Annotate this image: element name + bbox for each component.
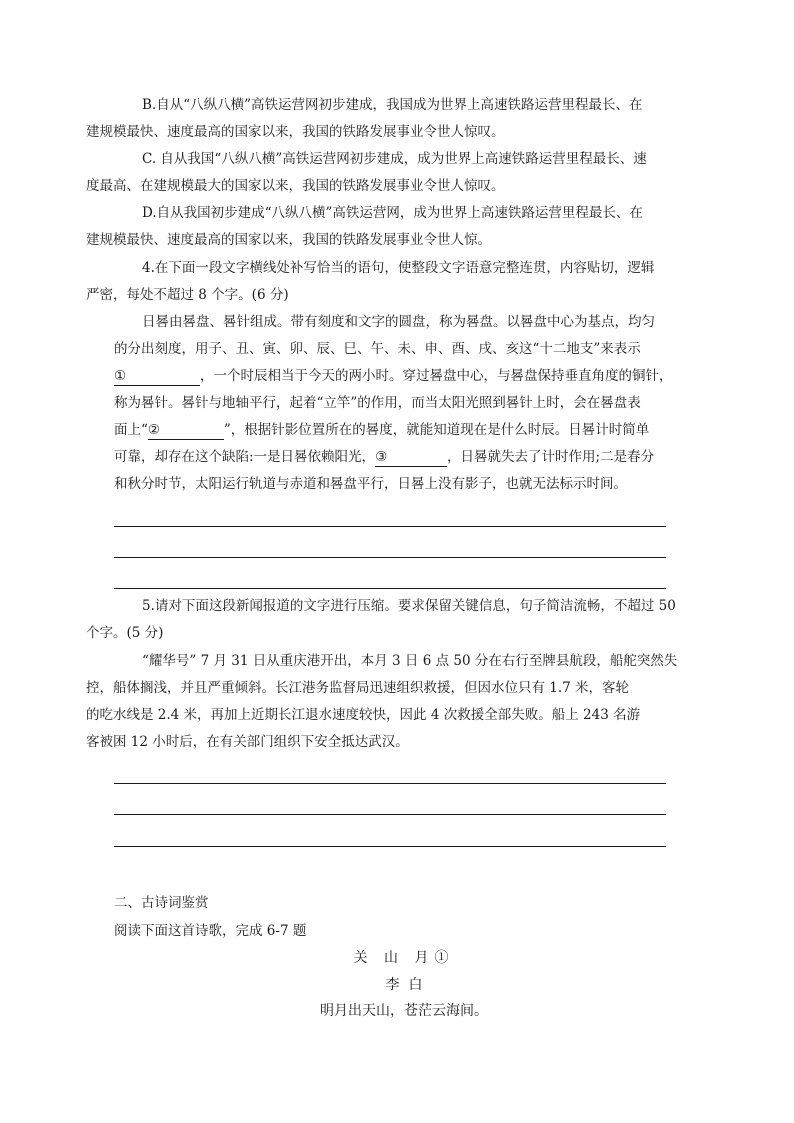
passage-line-4: 称为晷针。晷针与地轴平行，起着“立竿”的作用，而当太阳光照到晷针上时，会在晷盘表 bbox=[114, 395, 641, 411]
answer-line-2[interactable] bbox=[114, 557, 666, 558]
passage-line-1: 日晷由晷盘、晷针组成。带有刻度和文字的圆盘，称为晷盘。以晷盘中心为基点，均匀 bbox=[142, 314, 655, 330]
passage-line-3 bbox=[114, 363, 673, 390]
question-4-prompt-line-1: 4.在下面一段文字横线处补写恰当的语句，使整段文字语意完整连贯，内容贴切，逻辑 bbox=[142, 260, 655, 276]
passage-line-3-text: ，一个时辰相当于今天的两小时。穿过晷盘中心，与晷盘保持垂直角度的铜针， bbox=[200, 368, 673, 384]
passage-line-5-text: ”，根据针影位置所在的晷度，就能知道现在是什么时辰。日晷计时简单 bbox=[223, 422, 650, 438]
answer-line-4[interactable] bbox=[114, 783, 666, 784]
answer-blank-1[interactable] bbox=[114, 367, 200, 386]
option-c-line-1: C. 自从我国“八纵八横”高铁运营网初步建成，成为世界上高速铁路运营里程最长、速 bbox=[142, 151, 647, 167]
passage-line-5-lead: 面上“ bbox=[114, 422, 148, 438]
passage-line-6 bbox=[114, 444, 670, 471]
passage-line-7: 和秋分时节，太阳运行轨道与赤道和晷盘平行，日晷上没有影子，也就无法标示时间。 bbox=[114, 476, 627, 492]
option-d-line-2: 建规模最快、速度最高的国家以来，我国的铁路发展事业令世人惊。 bbox=[86, 232, 491, 248]
section-2-instruction: 阅读下面这首诗歌，完成 6-7 题 bbox=[114, 923, 307, 939]
section-2-heading: 二、古诗词鉴赏 bbox=[114, 895, 209, 911]
question-4-prompt-line-2: 严密，每处不超过 8 个字。(6 分) bbox=[86, 287, 289, 303]
passage-line-6-lead: 可靠，却存在这个缺陷:一是日晷依赖阳光， bbox=[114, 449, 376, 465]
blank-1-number: ① bbox=[114, 368, 127, 384]
option-b-line-2: 建规模最快、速度最高的国家以来，我国的铁路发展事业令世人惊叹。 bbox=[86, 124, 505, 140]
passage-line-2: 的分出刻度，用子、丑、寅、卯、辰、巳、午、未、申、酉、戌、亥这“十二地支”来表示 bbox=[114, 341, 641, 357]
passage-line-6-text: ，日晷就失去了计时作用;二是春分 bbox=[447, 449, 655, 465]
option-b-line-1: B.自从“八纵八横”高铁运营网初步建成，我国成为世界上高速铁路运营里程最长、在 bbox=[142, 97, 643, 113]
q5-passage-line-3: 的吃水线是 2.4 米，再加上近期长江退水速度较快，因此 4 次救援全部失败。船上 243 名游 bbox=[86, 707, 641, 723]
passage-line-5 bbox=[114, 417, 670, 444]
answer-line-3[interactable] bbox=[114, 588, 666, 589]
q5-passage-line-1: “耀华号” 7 月 31 日从重庆港开出，本月 3 日 6 点 50 分在右行至牌县航段，船舵突然失 bbox=[142, 653, 678, 669]
question-4-passage bbox=[114, 309, 673, 498]
option-b bbox=[86, 92, 670, 146]
blank-2-number: ② bbox=[147, 422, 161, 438]
answer-line-6[interactable] bbox=[114, 846, 666, 847]
question-5-prompt-line-2: 个字。(5 分) bbox=[86, 625, 164, 641]
question-5-prompt-line-1: 5.请对下面这段新闻报道的文字进行压缩。要求保留关键信息，句子简洁流畅，不超过 50 bbox=[142, 598, 676, 614]
option-d bbox=[86, 200, 670, 254]
answer-line-5[interactable] bbox=[114, 814, 666, 815]
option-c-line-2: 度最高、在建规模最大的国家以来，我国的铁路发展事业令世人惊叹。 bbox=[86, 178, 505, 194]
answer-blank-2[interactable] bbox=[148, 421, 224, 440]
poem-author: 李 白 bbox=[385, 977, 423, 993]
question-5-prompt bbox=[86, 593, 676, 647]
answer-blank-3[interactable] bbox=[375, 448, 447, 467]
q5-passage-line-4: 客被困 12 小时后，在有关部门组织下安全抵达武汉。 bbox=[86, 734, 409, 750]
poem-line-1: 明月出天山，苍茫云海间。 bbox=[320, 1003, 488, 1019]
question-5-passage bbox=[86, 648, 678, 756]
q5-passage-line-2: 控，船体搁浅，并且严重倾斜。长江港务监督局迅速组织救援，但因水位只有 1.7 米，客轮 bbox=[86, 680, 630, 696]
option-c bbox=[86, 146, 670, 200]
option-d-line-1: D.自从我国初步建成“八纵八横”高铁运营网，成为世界上高速铁路运营里程最长、在 bbox=[142, 205, 643, 221]
blank-3-number: ③ bbox=[375, 449, 388, 465]
question-4-prompt bbox=[86, 255, 670, 309]
answer-line-1[interactable] bbox=[114, 526, 666, 527]
poem-title: 关 山 月① bbox=[353, 950, 455, 966]
